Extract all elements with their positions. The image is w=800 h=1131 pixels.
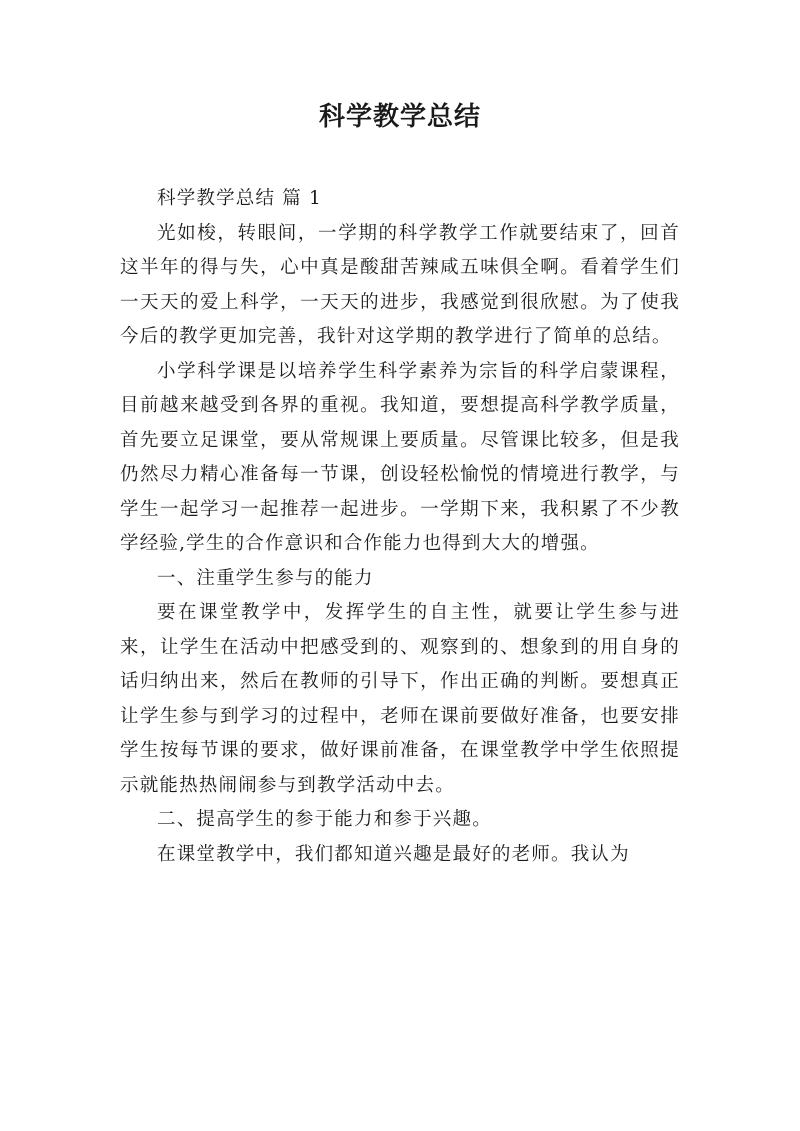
subheading: 一、注重学生参与的能力 [157, 567, 374, 589]
document-body [120, 182, 680, 872]
paragraph: 光如梭，转眼间，一学期的科学教学工作就要结束了，回首这半年的得与失，心中真是酸甜苦辣咸五味俱全啊。看着学生们一天天的爱上科学，一天天的进步，我感觉到很欣慰。为了使我今后的教学更加完善，我针对这学期的教学进行了简单的总结。 [120, 222, 680, 347]
paragraph: 要在课堂教学中，发挥学生的自主性，就要让学生参与进来，让学生在活动中把感受到的、观察到的、想象到的用自身的话归纳出来，然后在教师的引导下，作出正确的判断。要想真正让学生参与到学习的过程中，老师在课前要做好准备，也要安排学生按每节课的要求，做好课前准备，在课堂教学中学生依照提示就能热热闹闹参与到教学活动中去。 [120, 602, 680, 796]
document-title: 科学教学总结 [318, 102, 481, 132]
paragraph: 小学科学课是以培养学生科学素养为宗旨的科学启蒙课程，目前越来越受到各界的重视。我知道，要想提高科学教学质量，首先要立足课堂，要从常规课上要质量。尽管课比较多，但是我仍然尽力精心准备每一节课，创设轻松愉悦的情境进行教学，与学生一起学习一起推荐一起进步。一学期下来，我积累了不少教学经验,学生的合作意识和合作能力也得到大大的增强。 [120, 360, 680, 554]
paragraph: 在课堂教学中，我们都知道兴趣是最好的老师。我认为 [157, 843, 630, 865]
subheading: 二、提高学生的参于能力和参于兴趣。 [157, 809, 492, 830]
section-heading: 科学教学总结 篇 1 [157, 188, 323, 209]
